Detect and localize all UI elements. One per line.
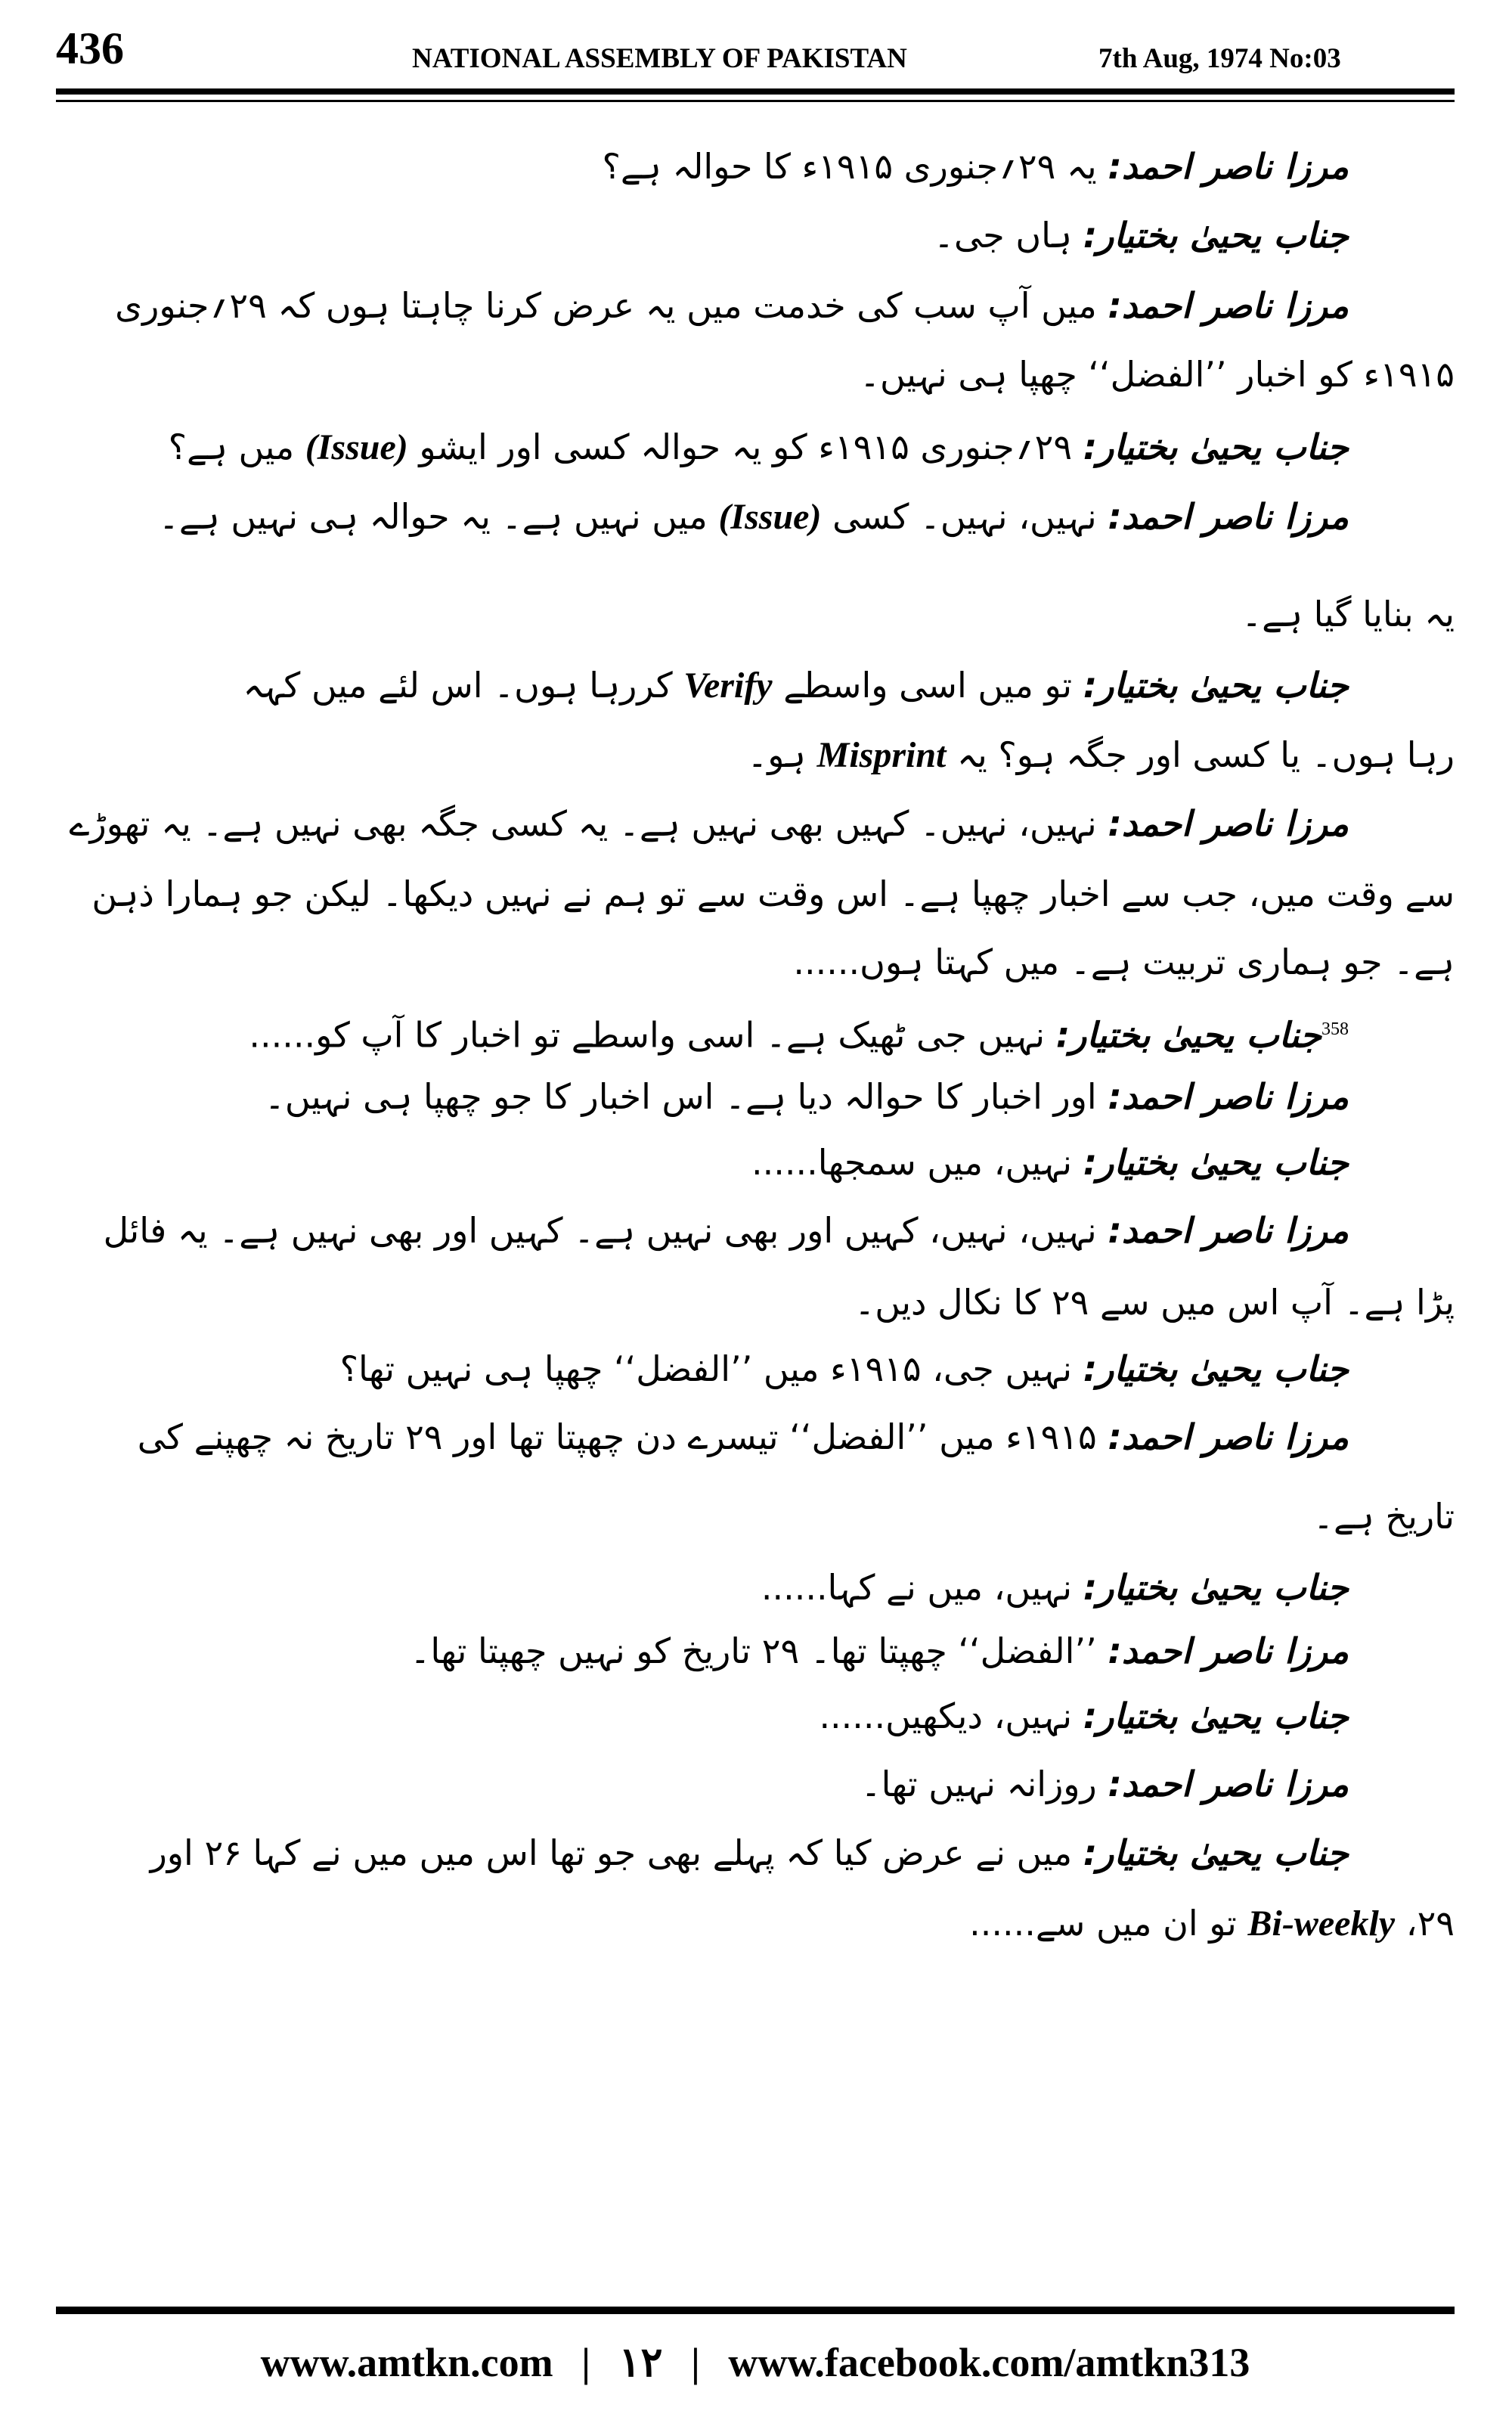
page-marker: 358 [1321,1019,1349,1039]
speaker-name: جناب یحییٰ بختیار: [1083,1832,1349,1873]
transcript-line [56,1194,1455,1267]
transcript-line [56,1551,1455,1624]
speech-text-continued: میں نہیں ہے۔ یہ حوالہ ہی نہیں ہے۔ [158,496,708,537]
speech-text: ’’الفضل‘‘ چھپتا تھا۔ ۲۹ تاریخ کو نہیں چھپتا تھا۔ [410,1630,1097,1671]
speech-text: روزانہ نہیں تھا۔ [860,1764,1097,1804]
transcript-line [56,1680,1455,1752]
english-term: Bi-weekly [1247,1903,1396,1944]
speaker-name: مرزا ناصر احمد: [1108,285,1349,326]
speech-text: نہیں، نہیں، کہیں اور بھی نہیں ہے۔ کہیں اور بھی نہیں ہے۔ یہ فائل [103,1210,1097,1251]
header-date-issue: 7th Aug, 1974 No:03 [1098,43,1341,74]
speaker-name: جناب یحییٰ بختیار: [1083,215,1349,256]
english-term: Verify [683,666,773,706]
speech-text-continued: میں ہے؟ [168,427,295,467]
speaker-name: جناب یحییٰ بختیار: [1083,1348,1349,1389]
speaker-name: جناب یحییٰ بختیار: [1083,427,1349,467]
speech-text: نہیں جی، ۱۹۱۵ء میں ’’الفضل‘‘ چھپا ہی نہیں تھا؟ [339,1348,1073,1389]
speech-text: ۱۹۱۵ء کو اخبار ’’الفضل‘‘ چھپا ہی نہیں۔ [860,354,1455,395]
speech-text: میں آپ سب کی خدمت میں یہ عرض کرنا چاہتا ہوں کہ ۲۹؍جنوری [115,285,1097,326]
transcript-line [56,787,1455,860]
footer-separator: | [581,2340,590,2385]
transcript-line [56,858,1455,930]
header-title: NATIONAL ASSEMBLY OF PAKISTAN [412,43,907,74]
speaker-name: جناب یحییٰ بختیار: [1083,665,1349,706]
speaker-name: مرزا ناصر احمد: [1108,1764,1349,1804]
speech-text-continued: ہو۔ [747,734,807,775]
transcript-body [56,130,1455,2308]
speaker-name: مرزا ناصر احمد: [1108,1630,1349,1671]
transcript-line [56,480,1455,553]
speech-text: نہیں، میں نے کہا...... [761,1567,1073,1608]
transcript-line [56,1748,1455,1820]
speech-text: نہیں، دیکھیں...... [819,1696,1073,1736]
footer-separator: | [691,2340,700,2385]
speech-text: تو میں اسی واسطے [783,665,1073,706]
english-term: (Issue) [718,497,822,537]
speech-text: یہ ۲۹؍جنوری ۱۹۱۵ء کا حوالہ ہے؟ [602,146,1097,187]
speech-text: ۲۹؍جنوری ۱۹۱۵ء کو یہ حوالہ کسی اور ایشو [419,427,1073,467]
page-number: 436 [56,23,124,73]
transcript-line [56,269,1455,342]
speaker-name: مرزا ناصر احمد: [1108,496,1349,537]
speech-text: ۱۹۱۵ء میں ’’الفضل‘‘ تیسرے دن چھپتا تھا اور ۲۹ تاریخ نہ چھپنے کی [137,1416,1097,1457]
english-term: (Issue) [305,427,408,467]
transcript-line [56,338,1455,411]
transcript-line [56,199,1455,271]
speech-text: نہیں، نہیں۔ کسی [832,496,1097,537]
speech-text: ہے۔ جو ہماری تربیت ہے۔ میں کہتا ہوں...... [793,942,1455,982]
speaker-name: مرزا ناصر احمد: [1108,803,1349,844]
speech-text: نہیں، میں سمجھا...... [751,1142,1073,1183]
transcript-line [56,649,1455,721]
speaker-name: جناب یحییٰ بختیار: [1083,1142,1349,1183]
page-header [0,0,1512,113]
header-rule-thin [56,100,1455,102]
speech-text: ۲۹، [1405,1903,1455,1944]
transcript-line [56,1817,1455,1889]
speech-text: تاریخ ہے۔ [1312,1496,1455,1537]
transcript-line [56,130,1455,203]
speech-text: پڑا ہے۔ آپ اس میں سے ۲۹ کا نکال دیں۔ [854,1282,1455,1323]
transcript-line [56,1266,1455,1339]
transcript-line [56,1887,1455,1959]
transcript-line [56,718,1455,791]
transcript-line [56,1126,1455,1199]
speaker-name: جناب یحییٰ بختیار: [1083,1696,1349,1736]
speaker-name: جناب یحییٰ بختیار: [1083,1567,1349,1608]
transcript-line [56,1401,1455,1473]
speaker-name: مرزا ناصر احمد: [1108,1076,1349,1117]
transcript-line [56,578,1455,650]
speech-text: اور اخبار کا حوالہ دیا ہے۔ اس اخبار کا جو چھپا ہی نہیں۔ [264,1076,1097,1117]
transcript-line [56,411,1455,483]
speaker-name: مرزا ناصر احمد: [1108,1416,1349,1457]
speech-text: نہیں، نہیں۔ کہیں بھی نہیں ہے۔ یہ کسی جگہ بھی نہیں ہے۔ یہ تھوڑے [69,803,1097,844]
footer-page-number: ۱۲ [618,2340,663,2385]
page-footer [56,2332,1455,2393]
english-term: Misprint [816,735,947,775]
speech-text-continued: تو ان میں سے...... [969,1903,1237,1944]
header-rule [56,88,1455,95]
transcript-line [56,1333,1455,1405]
footer-facebook-link[interactable]: www.facebook.com/amtkn313 [728,2340,1250,2385]
speech-text: نہیں جی ٹھیک ہے۔ اسی واسطے تو اخبار کا آپ کو...... [249,1014,1046,1056]
speech-text: ہاں جی۔ [933,215,1073,256]
speaker-name: جناب یحییٰ بختیار: [1055,1014,1321,1056]
footer-rule [56,2307,1455,2314]
transcript-line [56,993,1455,1066]
transcript-line [56,1060,1455,1133]
speech-text-continued: کررہا ہوں۔ اس لئے میں کہہ [243,665,673,706]
footer-website[interactable]: www.amtkn.com [260,2340,553,2385]
speaker-name: مرزا ناصر احمد: [1108,146,1349,187]
speech-text: میں نے عرض کیا کہ پہلے بھی جو تھا اس میں میں نے کہا ۲۶ اور [150,1832,1073,1873]
transcript-line [56,1480,1455,1553]
speech-text: سے وقت میں، جب سے اخبار چھپا ہے۔ اس وقت سے تو ہم نے نہیں دیکھا۔ لیکن جو ہمارا ذہن [91,873,1455,914]
speech-text: رہا ہوں۔ یا کسی اور جگہ ہو؟ یہ [957,734,1455,775]
transcript-line [56,1615,1455,1687]
speaker-name: مرزا ناصر احمد: [1108,1210,1349,1251]
transcript-line [56,926,1455,998]
speech-text: یہ بنایا گیا ہے۔ [1241,594,1455,634]
